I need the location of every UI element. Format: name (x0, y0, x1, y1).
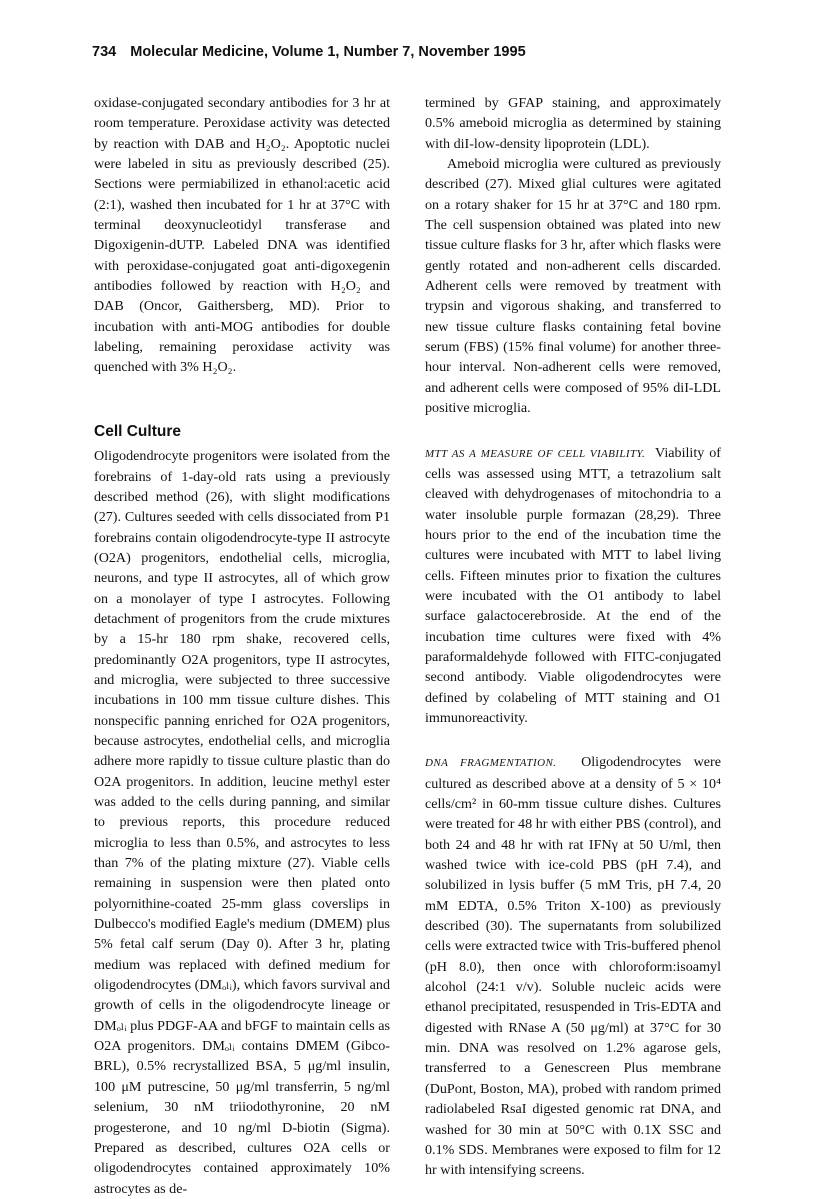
methods-paragraph-microglia: Ameboid microglia were cultured as previously described (27). Mixed glial cultures were agitated on a rotary shaker for 15 hr at 37°C and 180 rpm. The cell suspension obtained was plated into new tissue culture flasks for 3 hr, after which flasks were gently rotated and non-adherent cells discarded. Adherent cells were removed by treatment with trypsin and vigorous shaking, and transferred to new tissue culture flasks containing fetal bovine serum (FBS) (15% final volume) for another three-hour interval. Non-adherent cells were removed, and adherent cells were composed of 95% diI-LDL positive microglia. (425, 156, 721, 417)
dna-body-text: Oligodendrocytes were cultured as described above at a density of 5 × 10⁴ cells/cm² in 60-mm tissue culture dishes. Cultures were treated for 48 hr with either PBS (control), and both 24 and 48 hr with rat IFNγ at 50 U/ml, then washed twice with ice-cold PBS (pH 7.4), and solubilized in lysis buffer (5 mM Tris, pH 7.4, 20 mM EDTA, 0.5% Triton X-100) as previously described (30). The supernatants from solubilized cells were extracted twice with Tris-buffered phenol (pH 8.0), then once with chloroform:isoamyl alcohol (24:1 v/v). Soluble nucleic acids were ethanol precipitated, resuspended in Tris-EDTA and digested with RNase A (50 μg/ml) at 37°C for 30 min. DNA was resolved on 1.2% agarose gels, transferred to a Genescreen Plus membrane (DuPont, Boston, MA), probed with random primed radiolabeled RsaI digested genomic rat DNA, and washed for 30 min at 50°C with 0.1X SSC and 0.1% SDS. Membranes were exposed to film for 12 hr with intensifying screens. (425, 754, 722, 1179)
methods-paragraph-immunostaining: oxidase-conjugated secondary antibodies for 3 hr at room temperature. Peroxidase activity was detected by reaction with DAB and H₂O₂. Apoptotic nuclei were labeled in situ as previously described (25). Sections were permiabilized in ethanol:acetic acid (2:1), washed then incubated for 1 hr at 37°C with terminal deoxynucleotidyl transferase and Digoxigenin-dUTP. Labeled DNA was identified with peroxidase-conjugated goat anti-digoxegenin antibodies followed by reaction with H₂O₂ and DAB (Oncor, Gaithersberg, MD). Prior to incubation with anti-MOG antibodies for double labeling, remaining peroxidase activity was quenched with 3% H₂O₂. (94, 95, 390, 376)
running-header (92, 44, 742, 60)
methods-paragraph-dna-fragmentation (425, 752, 721, 1180)
mtt-body-text: Viability of cells was assessed using MTT, a tetrazolium salt cleaved with dehydrogenases of mitochondria to a water insoluble purple formazan (28,29). Three hours prior to the end of the incubation time the cultures were incubated with MTT to label living cells. Fifteen minutes prior to fixation the cultures were incubated with the O1 antibody to label surface galactocerebroside. At the end of the incubation time cultures were fixed with 4% paraformaldehyde followed with FITC-conjugated second antibody. Viable oligodendrocytes were defined by colabeling of MTT staining and O1 immunoreactivity. (425, 444, 722, 726)
journal-citation: Molecular Medicine, Volume 1, Number 7, November 1995 (130, 44, 526, 60)
methods-paragraph-continued: termined by GFAP staining, and approximately 0.5% ameboid microglia as determined by staining with diI-low-density lipoprotein (LDL). (425, 95, 721, 152)
left-column (94, 93, 390, 1199)
methods-paragraph-mtt (425, 443, 721, 729)
runin-heading-dna-fragmentation: DNA FRAGMENTATION. (425, 757, 557, 770)
section-heading-cell-culture: Cell Culture (94, 422, 181, 440)
runin-heading-mtt: MTT AS A MEASURE OF CELL VIABILITY. (425, 447, 646, 460)
methods-paragraph-oligodendrocyte-culture: Oligodendrocyte progenitors were isolated from the forebrains of 1-day-old rats using a previously described method (26), with slight modifications (27). Cultures seeded with cells dissociated from P1 forebrains contain oligodendrocyte-type II astrocyte (O2A) progenitors, endothelial cells, microglia, neurons, and type II astrocytes, all of which grow on a monolayer of type I astrocytes. Following detachment of progenitors from the crude mixtures by a 15-hr 180 rpm shake, recovered cells, predominantly O2A progenitors, type II astrocytes, and microglia, were subjected to three successive incubations in 100 mm tissue culture dishes. This nonspecific panning enriched for O2A progenitors, because astrocytes, endothelial cells, and microglia adhere more rapidly to tissue culture plastic than do O2A progenitors. In addition, leucine methyl ester was added to the cells during panning, and similar to previous reports, this procedure reduced microglia to less than 0.5%, and astrocytes to less than 7% of the plating mixture (27). Viable cells remaining in suspension were then plated onto polyornithine-coated 25-mm glass coverslips in Dulbecco's modified Eagle's medium (DMEM) plus 5% fetal calf serum (Day 0). After 3 hr, plating medium was replaced with defined medium for oligodendrocytes (DMₒₗᵢ), which favors survival and growth of cells in the oligodendrocyte lineage or DMₒₗᵢ plus PDGF-AA and bFGF to maintain cells as O2A progenitors. DMₒₗᵢ contains DMEM (Gibco-BRL), 0.5% recrystallized BSA, 5 μg/ml insulin, 100 μM putrescine, 50 μg/ml transferrin, 5 ng/ml selenium, 30 nM triiodothyronine, 20 nM progesterone, and 10 ng/ml D-biotin (Sigma). Prepared as described, cultures O2A cells or oligodendrocytes contained approximately 10% astrocytes as de- (94, 448, 390, 1197)
right-column (425, 93, 721, 1181)
page-number: 734 (92, 44, 117, 60)
